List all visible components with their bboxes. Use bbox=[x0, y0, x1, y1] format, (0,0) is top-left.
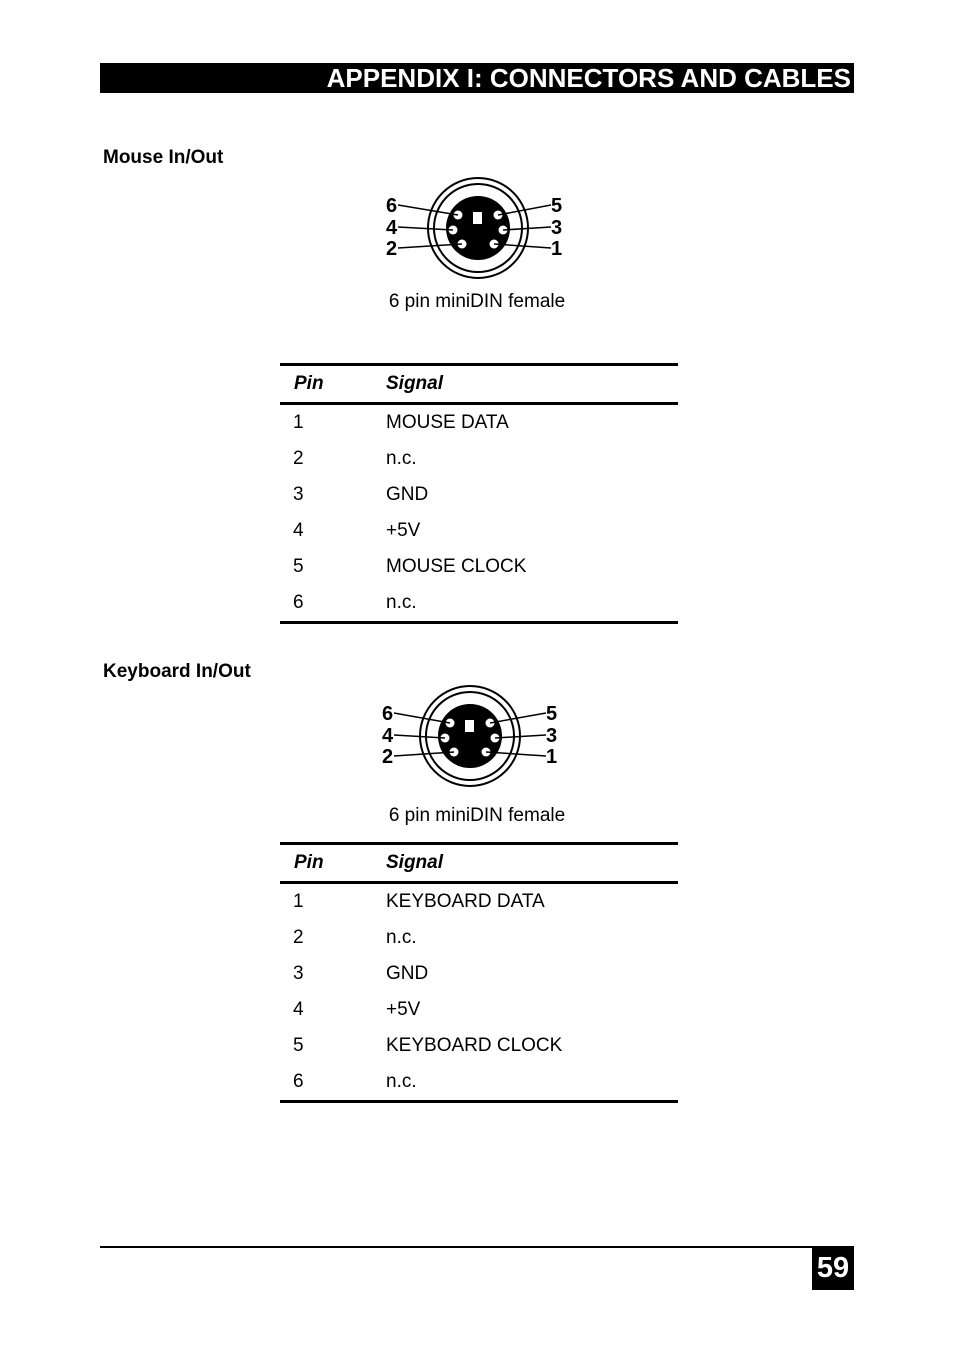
signal-cell: n.c. bbox=[386, 1064, 678, 1102]
pin-cell: 1 bbox=[293, 891, 304, 912]
pin-label: 6 bbox=[386, 195, 398, 217]
pin-label: 1 bbox=[551, 238, 563, 260]
pin-cell: 1 bbox=[293, 412, 304, 433]
pin-cell: 4 bbox=[293, 999, 304, 1020]
minidin-connector-diagram-mouse bbox=[378, 176, 578, 284]
pin-cell: 2 bbox=[293, 448, 304, 469]
connector-caption-mouse bbox=[0, 291, 954, 313]
signal-cell: +5V bbox=[386, 520, 421, 541]
signal-cell: KEYBOARD DATA bbox=[386, 891, 545, 912]
pin-cell: 3 bbox=[293, 963, 304, 984]
table-row bbox=[280, 404, 678, 442]
connector-caption-keyboard bbox=[0, 805, 954, 827]
pin-cell: 3 bbox=[293, 484, 304, 505]
signal-cell: +5V bbox=[386, 999, 421, 1020]
column-header-signal: Signal bbox=[386, 844, 678, 883]
signal-cell: MOUSE CLOCK bbox=[386, 556, 527, 577]
table-row bbox=[280, 1028, 678, 1064]
table-row bbox=[280, 513, 678, 549]
signal-cell: MOUSE DATA bbox=[386, 412, 509, 433]
signal-cell: n.c. bbox=[386, 927, 417, 948]
table-row bbox=[280, 920, 678, 956]
table-row bbox=[280, 585, 678, 623]
table-row bbox=[280, 477, 678, 513]
pin-label: 2 bbox=[382, 746, 394, 768]
pin-label: 1 bbox=[546, 746, 558, 768]
signal-cell: n.c. bbox=[386, 448, 417, 469]
column-header-pin: Pin bbox=[280, 365, 386, 404]
pin-cell: 6 bbox=[280, 585, 386, 623]
signal-cell: n.c. bbox=[386, 585, 678, 623]
table-row bbox=[280, 992, 678, 1028]
pin-label: 5 bbox=[546, 703, 558, 725]
pin-label: 4 bbox=[382, 725, 394, 747]
connector-body bbox=[420, 686, 520, 786]
pin-cell: 4 bbox=[293, 520, 304, 541]
table-row bbox=[280, 549, 678, 585]
minidin-connector-diagram-keyboard bbox=[374, 684, 574, 792]
column-header-pin: Pin bbox=[280, 844, 386, 883]
pin-label: 2 bbox=[386, 238, 398, 260]
table-row bbox=[280, 1064, 678, 1102]
pin-cell: 2 bbox=[293, 927, 304, 948]
page-header bbox=[100, 63, 854, 93]
section-title-keyboard: Keyboard In/Out bbox=[103, 661, 251, 682]
pin-label: 6 bbox=[382, 703, 394, 725]
table-row bbox=[280, 441, 678, 477]
pin-label: 5 bbox=[551, 195, 563, 217]
table-row bbox=[280, 883, 678, 921]
connector-body bbox=[428, 178, 528, 278]
pin-label: 4 bbox=[386, 217, 398, 239]
pin-cell: 5 bbox=[293, 1035, 304, 1056]
table-header-row bbox=[280, 365, 678, 404]
page-number: 59 bbox=[812, 1246, 854, 1290]
signal-cell: KEYBOARD CLOCK bbox=[386, 1035, 563, 1056]
pin-label: 3 bbox=[546, 725, 558, 747]
caption-text: 6 pin miniDIN female bbox=[388, 805, 566, 826]
pin-label: 3 bbox=[551, 217, 563, 239]
table-header-row bbox=[280, 844, 678, 883]
page-header-title: APPENDIX I: CONNECTORS AND CABLES bbox=[326, 63, 851, 93]
signal-cell: GND bbox=[386, 484, 429, 505]
footer-rule bbox=[100, 1246, 812, 1248]
table-row bbox=[280, 956, 678, 992]
column-header-signal: Signal bbox=[386, 365, 678, 404]
section-title-mouse: Mouse In/Out bbox=[103, 147, 224, 168]
pin-cell: 6 bbox=[280, 1064, 386, 1102]
pin-cell: 5 bbox=[293, 556, 304, 577]
pin-table-keyboard bbox=[280, 842, 678, 1103]
caption-text: 6 pin miniDIN female bbox=[388, 291, 566, 312]
pin-table-mouse bbox=[280, 363, 678, 624]
signal-cell: GND bbox=[386, 963, 429, 984]
